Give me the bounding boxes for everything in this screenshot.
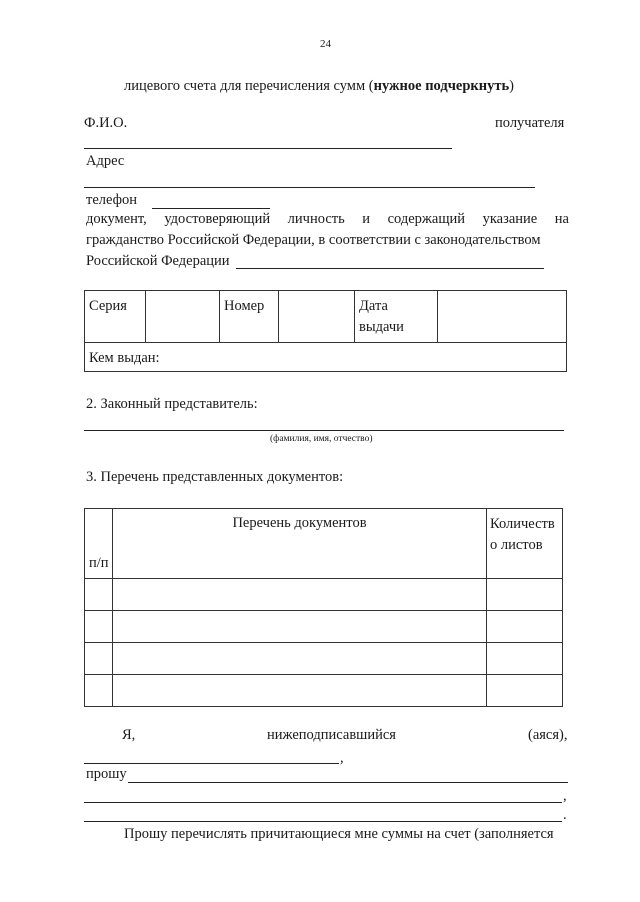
declarant-name-line[interactable] bbox=[84, 763, 339, 764]
header-line-close: ) bbox=[509, 78, 514, 94]
table-row bbox=[85, 611, 563, 643]
request-line-2[interactable] bbox=[84, 802, 562, 803]
header-line-bold: нужное подчеркнуть bbox=[373, 78, 510, 94]
date-value-cell[interactable] bbox=[438, 291, 567, 343]
page-number: 24 bbox=[320, 38, 331, 50]
doc-word-7: на bbox=[554, 211, 569, 227]
row-num-cell[interactable] bbox=[85, 675, 113, 707]
document-text-line2: гражданство Российской Федерации, в соответствии с законодательством bbox=[86, 232, 541, 248]
phone-label: телефон bbox=[86, 192, 138, 208]
series-label: Серия bbox=[89, 298, 127, 314]
declaration-signed: нижеподписавшийся bbox=[267, 727, 396, 743]
row-count-cell[interactable] bbox=[487, 611, 563, 643]
row-count-cell[interactable] bbox=[487, 675, 563, 707]
id-table bbox=[84, 290, 567, 372]
col-docs-header bbox=[113, 509, 487, 579]
representative-caption: (фамилия, имя, отчество) bbox=[270, 434, 373, 444]
doc-word-4: и bbox=[362, 211, 371, 227]
declarant-comma: , bbox=[340, 750, 344, 766]
col-docs-label: Перечень документов bbox=[232, 515, 367, 531]
series-value-cell[interactable] bbox=[146, 291, 220, 343]
section3-title: 3. Перечень представленных документов: bbox=[86, 469, 344, 485]
doc-word-1: документ, bbox=[86, 211, 147, 227]
date-label-line1: Дата bbox=[359, 298, 388, 314]
declaration-ya: Я, bbox=[122, 727, 136, 743]
document-text-line3: Российской Федерации bbox=[86, 253, 230, 269]
row-num-cell[interactable] bbox=[85, 611, 113, 643]
row-count-cell[interactable] bbox=[487, 579, 563, 611]
request-label: прошу bbox=[86, 766, 127, 782]
doc-word-3: личность bbox=[287, 211, 345, 227]
fio-label: Ф.И.О. bbox=[84, 115, 128, 131]
col-num-label: п/п bbox=[89, 555, 109, 571]
footer-line: Прошу перечислять причитающиеся мне суммы на счет (заполняется bbox=[124, 826, 554, 842]
row-num-cell[interactable] bbox=[85, 643, 113, 675]
declaration-suffix: (аяся), bbox=[528, 727, 568, 743]
section2-title: 2. Законный представитель: bbox=[86, 396, 258, 412]
issued-by-cell[interactable] bbox=[85, 343, 567, 372]
request-line-1[interactable] bbox=[128, 782, 568, 783]
doc-word-5: содержащий bbox=[387, 211, 466, 227]
doc-word-2: удостоверяющий bbox=[164, 211, 271, 227]
row-doc-cell[interactable] bbox=[113, 579, 487, 611]
header-line bbox=[124, 78, 514, 95]
col-num-header bbox=[85, 509, 113, 579]
col-count-line2: о листов bbox=[490, 537, 543, 553]
header-line-text: лицевого счета для перечисления сумм ( bbox=[124, 78, 374, 94]
date-label-cell bbox=[355, 291, 438, 343]
table-row bbox=[85, 579, 563, 611]
row-doc-cell[interactable] bbox=[113, 643, 487, 675]
document-blank-line[interactable] bbox=[236, 268, 544, 269]
recipient-label: получателя bbox=[495, 115, 565, 131]
row-count-cell[interactable] bbox=[487, 643, 563, 675]
row-doc-cell[interactable] bbox=[113, 675, 487, 707]
row-doc-cell[interactable] bbox=[113, 611, 487, 643]
row-num-cell[interactable] bbox=[85, 579, 113, 611]
table-row bbox=[85, 643, 563, 675]
series-label-cell bbox=[85, 291, 146, 343]
documents-table bbox=[84, 508, 563, 707]
representative-blank-line[interactable] bbox=[84, 430, 564, 431]
address-label: Адрес bbox=[86, 153, 125, 169]
col-count-line1: Количеств bbox=[490, 516, 555, 532]
table-row bbox=[85, 675, 563, 707]
document-text-line1 bbox=[86, 211, 569, 228]
issued-by-label: Кем выдан: bbox=[89, 350, 160, 366]
number-label-cell bbox=[220, 291, 279, 343]
col-count-header bbox=[487, 509, 563, 579]
col-count-label bbox=[487, 509, 562, 556]
date-label bbox=[355, 291, 437, 338]
request-line-2-comma: , bbox=[563, 788, 567, 804]
doc-word-6: указание bbox=[482, 211, 538, 227]
fio-blank-line[interactable] bbox=[84, 148, 452, 149]
number-value-cell[interactable] bbox=[279, 291, 355, 343]
number-label: Номер bbox=[224, 298, 265, 314]
phone-blank-line[interactable] bbox=[152, 208, 270, 209]
request-line-3-dot: . bbox=[563, 807, 567, 823]
address-blank-line[interactable] bbox=[84, 187, 535, 188]
date-label-line2: выдачи bbox=[359, 319, 404, 335]
request-line-3[interactable] bbox=[84, 821, 562, 822]
